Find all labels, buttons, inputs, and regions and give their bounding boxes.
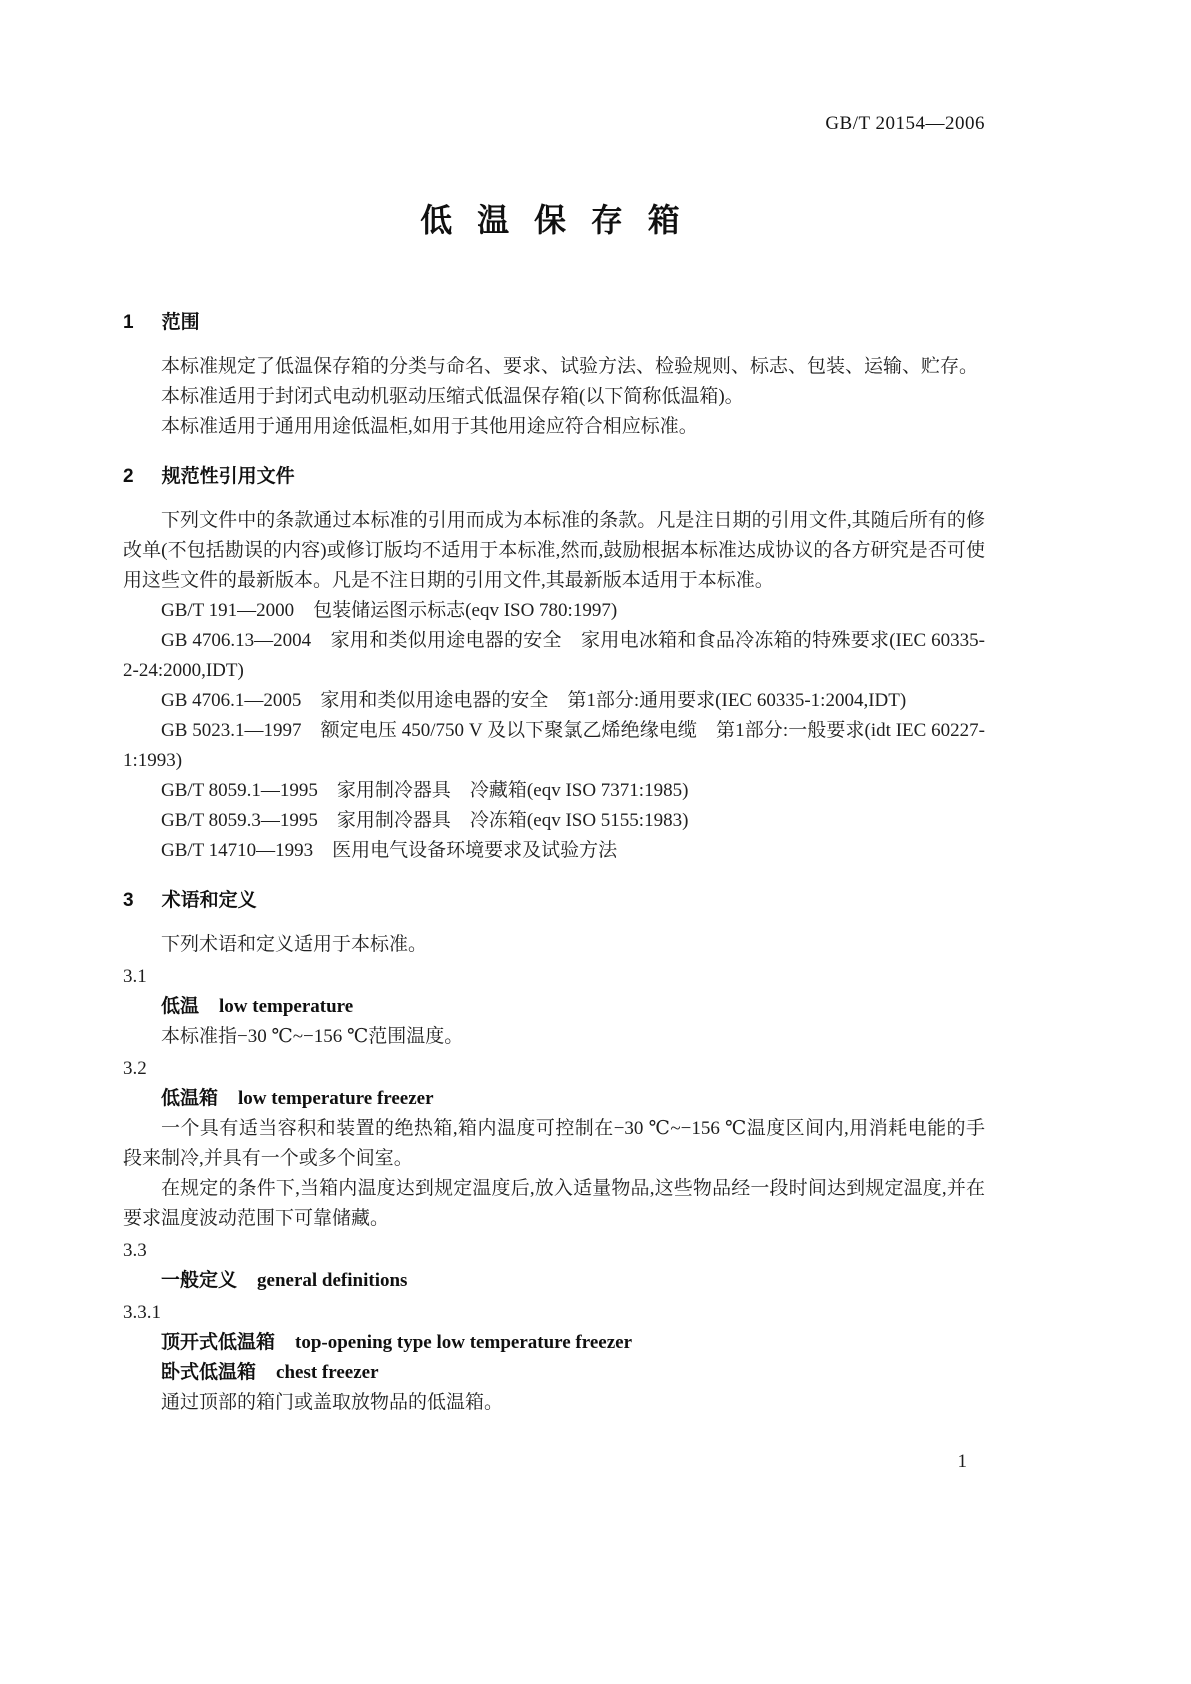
term-line — [123, 1266, 985, 1296]
term-zh: 一般定义 — [161, 1270, 238, 1291]
doc-title: 低 温 保 存 箱 — [420, 202, 688, 238]
definition-paragraph: 在规定的条件下,当箱内温度达到规定温度后,放入适量物品,这些物品经一段时间达到规定温度,并在要求温度波动范围下可靠储藏。 — [123, 1178, 985, 1229]
term-en: top-opening type low temperature freezer — [295, 1332, 632, 1353]
section-1-title: 范围 — [161, 312, 200, 333]
definition-paragraph: 本标准指−30 ℃~−156 ℃范围温度。 — [161, 1026, 464, 1047]
reference-item: GB/T 14710—1993 医用电气设备环境要求及试验方法 — [161, 840, 618, 861]
term-line — [123, 1084, 985, 1114]
section-3-title: 术语和定义 — [161, 890, 257, 911]
term-zh: 低温箱 — [161, 1088, 219, 1109]
clause-number: 3.3 — [123, 1240, 147, 1261]
reference-item: GB/T 191—2000 包装储运图示标志(eqv ISO 780:1997) — [161, 600, 618, 621]
clause-number: 3.2 — [123, 1058, 147, 1079]
section-1-heading — [123, 310, 985, 336]
term-zh: 卧式低温箱 — [161, 1362, 257, 1383]
section-2-heading — [123, 464, 985, 490]
reference-item: GB 5023.1—1997 额定电压 450/750 V 及以下聚氯乙烯绝缘电缆 第1部分:一般要求(idt IEC 60227-1:1993) — [123, 720, 985, 771]
term-en: low temperature freezer — [238, 1088, 434, 1109]
section-2-title: 规范性引用文件 — [161, 466, 295, 487]
term-en: low temperature — [219, 996, 354, 1017]
section-1-number: 1 — [123, 312, 134, 333]
section-2-number: 2 — [123, 466, 134, 487]
term-zh: 顶开式低温箱 — [161, 1332, 276, 1353]
page-number: 1 — [957, 1451, 967, 1472]
reference-item: GB/T 8059.3—1995 家用制冷器具 冷冻箱(eqv ISO 5155:1983) — [161, 810, 689, 831]
definition-paragraph: 通过顶部的箱门或盖取放物品的低温箱。 — [161, 1392, 504, 1413]
section-3-heading — [123, 888, 985, 914]
clause-number: 3.3.1 — [123, 1302, 161, 1323]
term-en: chest freezer — [276, 1362, 379, 1383]
term-zh: 低温 — [161, 996, 200, 1017]
term-line — [123, 1358, 985, 1388]
reference-item: GB/T 8059.1—1995 家用制冷器具 冷藏箱(eqv ISO 7371:1985) — [161, 780, 689, 801]
clause-number: 3.1 — [123, 966, 147, 987]
scope-paragraph: 本标准适用于封闭式电动机驱动压缩式低温保存箱(以下简称低温箱)。 — [161, 386, 744, 407]
term-line — [123, 1328, 985, 1358]
normative-refs-intro: 下列文件中的条款通过本标准的引用而成为本标准的条款。凡是注日期的引用文件,其随后所有的修改单(不包括勘误的内容)或修订版均不适用于本标准,然而,鼓励根据本标准达成协议的各方研究是否可使用这些文件的最新版本。凡是不注日期的引用文件,其最新版本适用于本标准。 — [123, 510, 985, 591]
scope-paragraph: 本标准规定了低温保存箱的分类与命名、要求、试验方法、检验规则、标志、包装、运输、贮存。 — [161, 356, 979, 377]
scope-paragraph: 本标准适用于通用用途低温柜,如用于其他用途应符合相应标准。 — [161, 416, 698, 437]
doc-number: GB/T 20154—2006 — [825, 113, 985, 134]
reference-item: GB 4706.13—2004 家用和类似用途电器的安全 家用电冰箱和食品冷冻箱的特殊要求(IEC 60335-2-24:2000,IDT) — [123, 630, 985, 681]
term-line — [123, 992, 985, 1022]
term-en: general definitions — [257, 1270, 408, 1291]
definition-paragraph: 一个具有适当容积和装置的绝热箱,箱内温度可控制在−30 ℃~−156 ℃温度区间内,用消耗电能的手段来制冷,并具有一个或多个间室。 — [123, 1118, 985, 1169]
section-3-number: 3 — [123, 890, 134, 911]
reference-item: GB 4706.1—2005 家用和类似用途电器的安全 第1部分:通用要求(IEC 60335-1:2004,IDT) — [161, 690, 907, 711]
terms-intro: 下列术语和定义适用于本标准。 — [161, 934, 428, 955]
